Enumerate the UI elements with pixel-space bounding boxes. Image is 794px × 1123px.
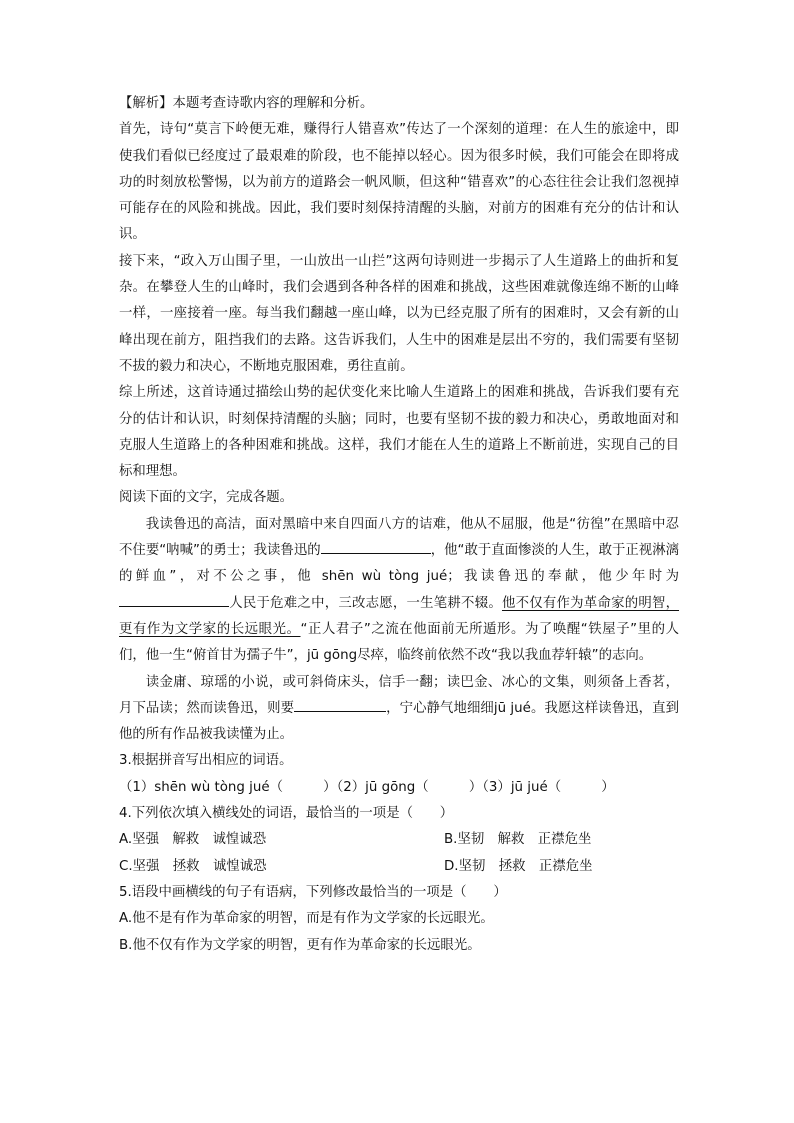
question-5: 5.语段中画横线的句子有语病，下列修改最恰当的一项是（ ） <box>119 884 507 900</box>
question-5-option-a: A.他不是有作为革命家的明智，而是有作为文学家的长远眼光。 <box>119 911 494 927</box>
analysis-heading: 【解析】本题考查诗歌内容的理解和分析。 <box>119 96 374 111</box>
question-3-items: （1）shēn wù tòng jué（ ）（2）jū gōng（ ）（3）jū jué（ ） <box>119 779 615 795</box>
reading-passage-1 <box>119 512 679 670</box>
fill-blank-3 <box>294 696 386 712</box>
underlined-sentence: 他不仅有作为革命家的明智，更有作为文学家的长远眼光。 <box>119 595 680 637</box>
passage-text: ，宁心静气地细细jū jué。我愿这样读鲁迅，直到他的所有作品被我读懂为止。 <box>119 700 680 743</box>
question-4: 4.下列依次填入横线处的词语，最恰当的一项是（ ） <box>119 806 454 822</box>
passage-text: 我读鲁迅的高洁，面对黑暗中来自四面八方的诘难，他从不屈服，他是“彷徨”在黑暗中忍不住要“呐喊”的勇士；我读鲁迅的 <box>119 516 679 559</box>
option-b: B.坚韧 解救 正襟危坐 <box>444 832 592 848</box>
option-c: C.坚强 拯救 诚惶诚恐 <box>119 858 267 874</box>
analysis-paragraph-1: 首先，诗句“莫言下岭便无难，赚得行人错喜欢”传达了一个深刻的道理：在人生的旅途中，即使我们看似已经度过了最艰难的阶段，也不能掉以轻心。因为很多时候，我们可能会在即将成功的时刻放松警惕，以为前方的道路会一帆风顺，但这种“错喜欢”的心态往往会让我们忽视掉可能存在的风险和挑战。因此，我们要时刻保持清醒的头脑，对前方的困难有充分的估计和认识。 <box>119 122 679 243</box>
reading-instruction: 阅读下面的文字，完成各题。 <box>119 490 294 506</box>
document-body <box>119 91 679 959</box>
option-d: D.坚韧 拯救 正襟危坐 <box>444 858 593 874</box>
analysis-paragraph-2: 接下来，“政入万山围子里，一山放出一山拦”这两句诗则进一步揭示了人生道路上的曲折和复杂。在攀登人生的山峰时，我们会遇到各种各样的困难和挑战，这些困难就像连绵不断的山峰一样，一座接着一座。每当我们翻越一座山峰，以为已经克服了所有的困难时，又会有新的山峰出现在前方，阻挡我们的去路。这告诉我们，人生中的困难是层出不穷的，我们需要有坚韧不拔的毅力和决心，不断地克服困难，勇往直前。 <box>119 253 679 374</box>
analysis-paragraph-3: 综上所述，这首诗通过描绘山势的起伏变化来比喻人生道路上的困难和挑战，告诉我们要有充分的估计和认识，时刻保持清醒的头脑；同时，也要有坚韧不拔的毅力和决心，勇敢地面对和克服人生道路上的各种困难和挑战。这样，我们才能在人生的道路上不断前进，实现自己的目标和理想。 <box>119 385 679 480</box>
question-3: 3.根据拼音写出相应的词语。 <box>119 753 293 769</box>
reading-passage-2 <box>119 670 679 749</box>
passage-text: 读金庸、琼瑶的小说，或可斜倚床头，信手一翻；读巴金、冰心的文集，则须备上香茗，月下品读；然而读鲁迅，则要 <box>119 674 679 716</box>
option-a: A.坚强 解救 诚惶诚恐 <box>119 832 267 848</box>
passage-text: 人民于危难之中，三改志愿，一生笔耕不辍。 <box>229 595 502 611</box>
fill-blank-2 <box>119 591 229 607</box>
passage-text: “正人君子”之流在他面前无所遁形。为了唤醒“铁屋子”里的人们，他一生“俯首甘为孺子牛”，jū gōng尽瘁，临终前依然不改“我以我血荐轩辕”的志向。 <box>119 621 679 664</box>
question-4-options-row-2 <box>119 854 679 880</box>
question-5-option-b: B.他不仅有作为文学家的明智，更有作为革命家的长远眼光。 <box>119 937 481 953</box>
question-4-options-row-1 <box>119 827 679 853</box>
passage-text: ，他“敢于直面惨淡的人生，敢于正视淋漓的鲜血”，对不公之事，他 shēn wù tòng jué；我读鲁迅的奉献，他少年时为 <box>119 543 680 585</box>
fill-blank-1 <box>321 538 431 554</box>
